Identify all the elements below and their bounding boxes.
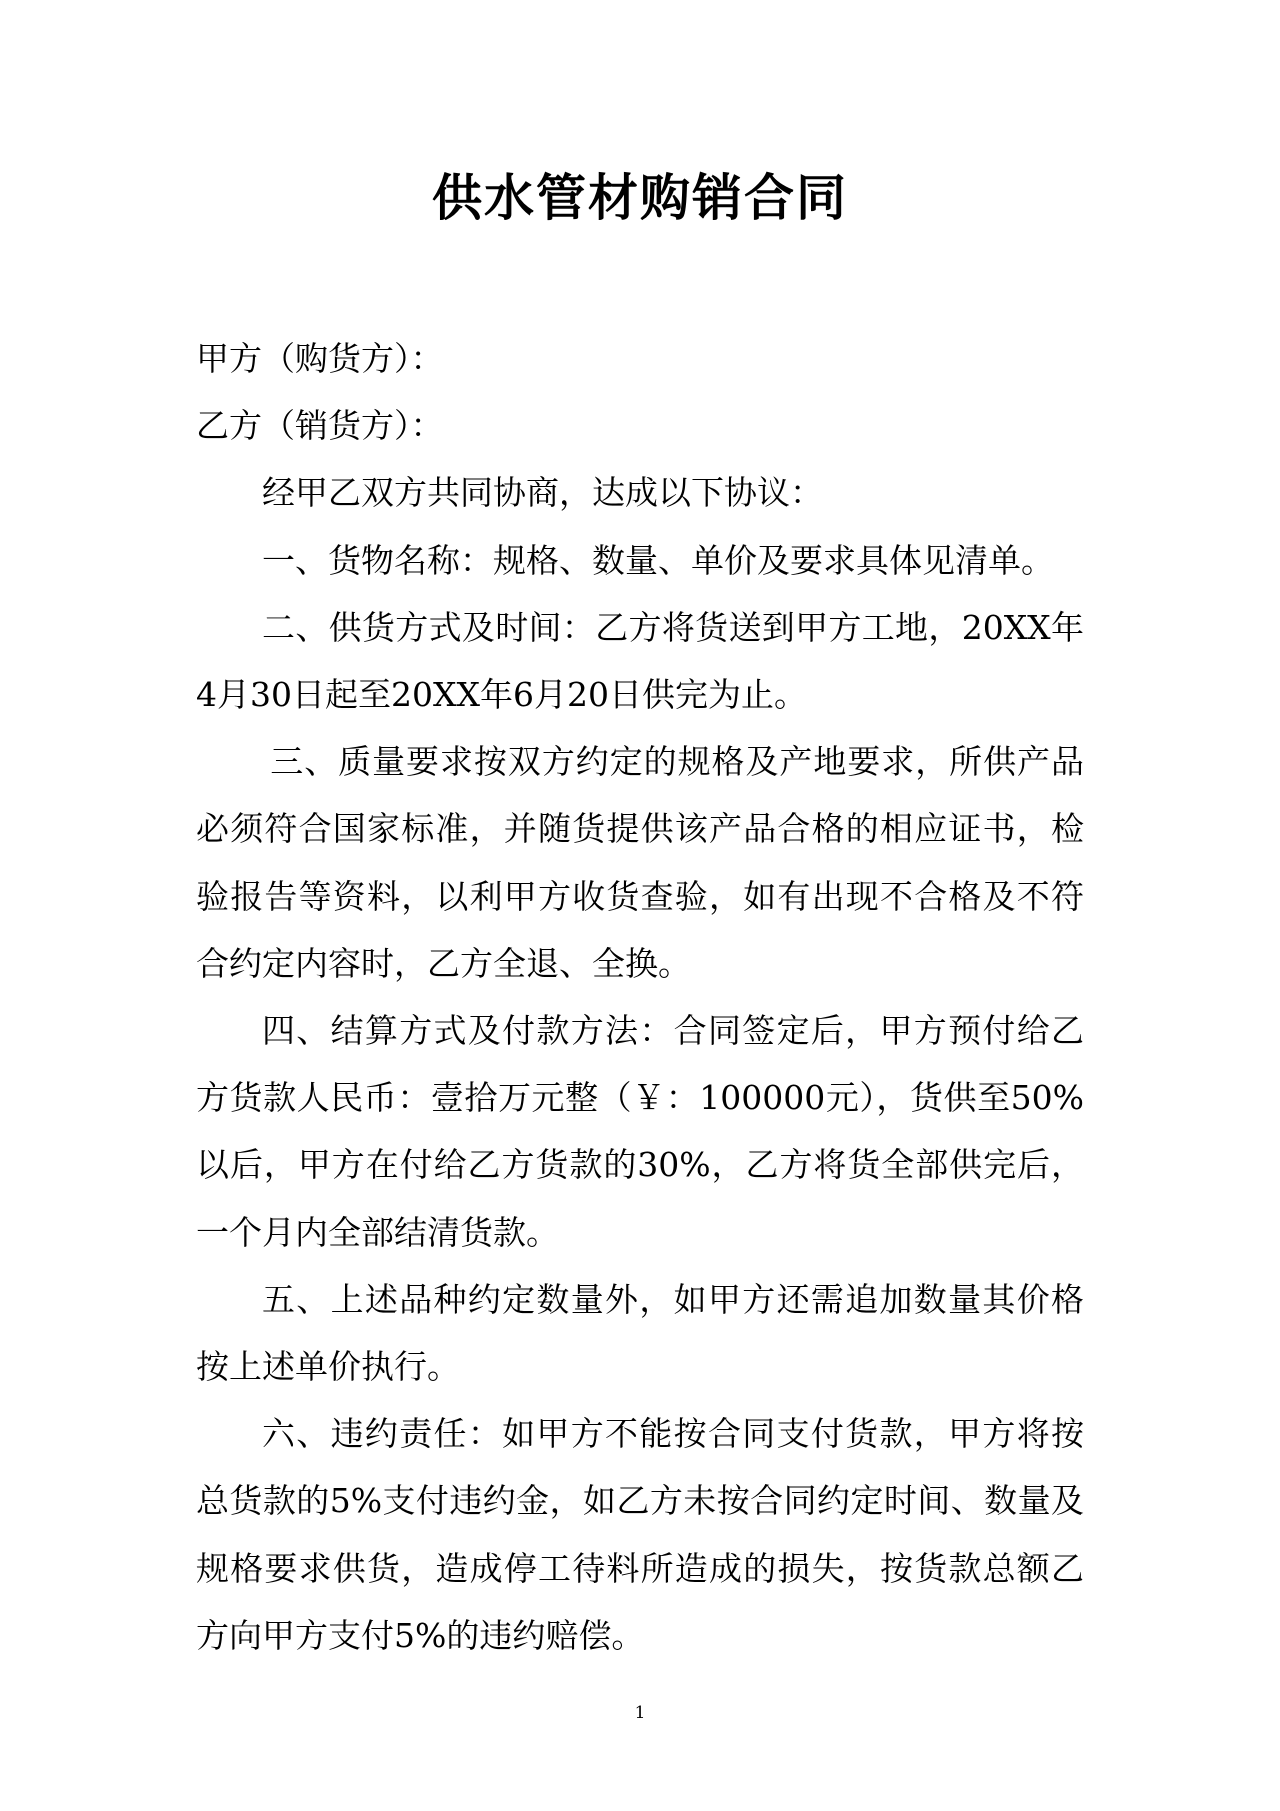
clause-liability: 六、违约责任：如甲方不能按合同支付货款，甲方将按总货款的5%支付违约金，如乙方未按合同约定时间、数量及规格要求供货，造成停工待料所造成的损失，按货款总额乙方向甲方支付5%的违约赔偿。: [196, 1414, 1084, 1655]
document-body: [196, 325, 1084, 1669]
clause-supply-method: 二、供货方式及时间：乙方将货送到甲方工地，20XX年4月30日起至20XX年6月20日供完为止。: [196, 607, 1084, 715]
page-number: 1: [634, 1703, 646, 1723]
agreement-intro: 经甲乙双方共同协商，达成以下协议：: [262, 473, 823, 513]
party-b-line: 乙方（销货方）：: [196, 406, 444, 446]
clause-quality: 三、质量要求按双方约定的规格及产地要求，所供产品必须符合国家标准，并随货提供该产品合格的相应证书，检验报告等资料，以利甲方收货查验，如有出现不合格及不符合约定内容时，乙方全退、全换。: [196, 742, 1084, 983]
document-title: 供水管材购销合同: [432, 168, 848, 227]
party-a-line: 甲方（购货方）：: [196, 339, 444, 378]
clause-goods-name: 一、货物名称：规格、数量、单价及要求具体见清单。: [262, 540, 1054, 580]
clause-settlement: 四、结算方式及付款方法：合同签定后，甲方预付给乙方货款人民币：壹拾万元整（￥：100000元），货供至50%以后，甲方在付给乙方货款的30%，乙方将货全部供完后，一个月内全部结清货款。: [196, 1011, 1084, 1252]
clause-additional-quantity: 五、上述品种约定数量外，如甲方还需追加数量其价格按上述单价执行。: [196, 1279, 1084, 1387]
